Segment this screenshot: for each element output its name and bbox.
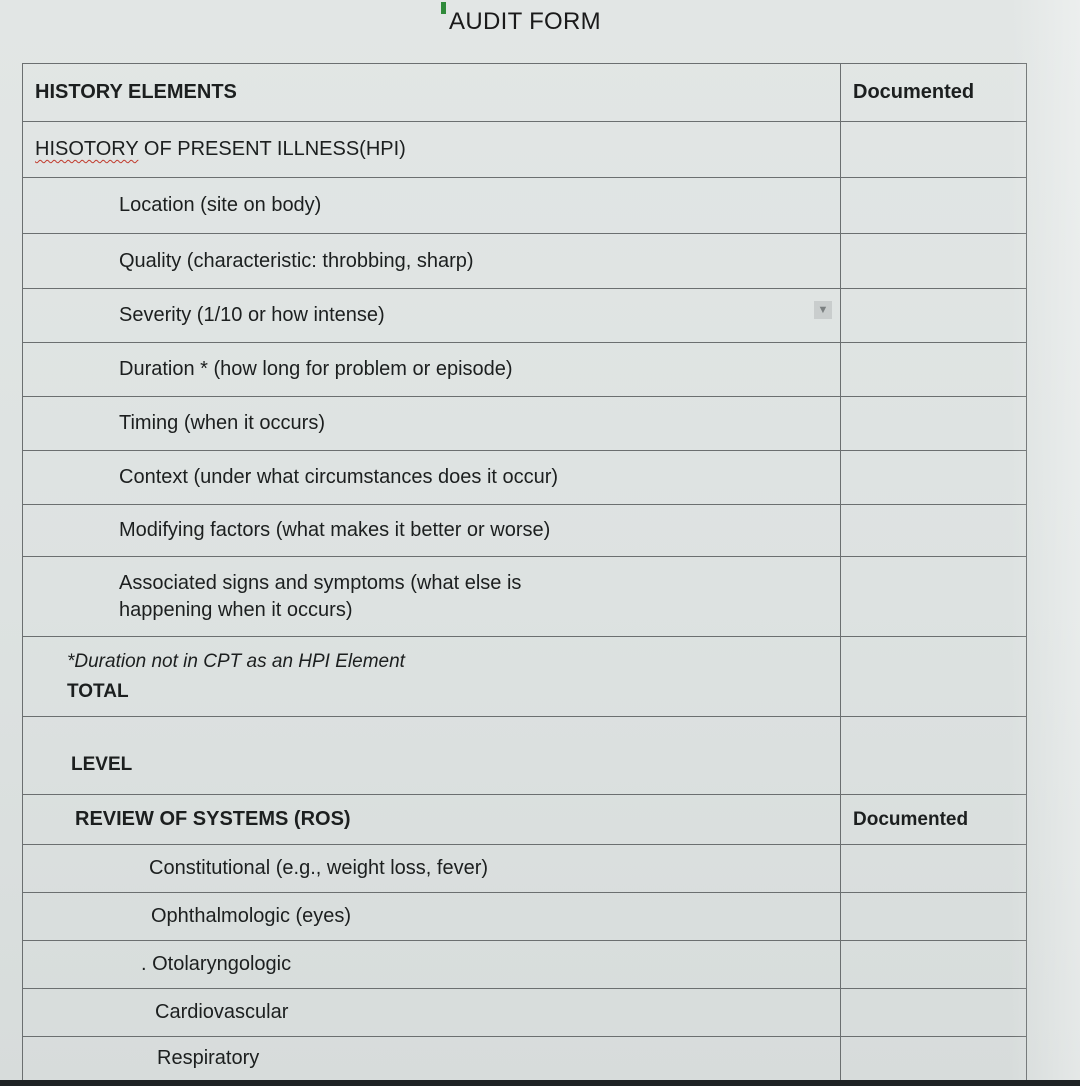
hpi-label xyxy=(23,122,841,178)
table-row xyxy=(23,343,1027,397)
level-row xyxy=(23,717,1027,795)
ros-item-respiratory: Respiratory xyxy=(23,1037,841,1081)
table-row xyxy=(23,1037,1027,1081)
screen-bezel xyxy=(0,1080,1080,1086)
documented-cell[interactable] xyxy=(841,845,1027,893)
table-row xyxy=(23,893,1027,941)
hpi-item-severity xyxy=(23,289,841,343)
page-title: AUDIT FORM xyxy=(449,8,601,35)
audit-table xyxy=(22,63,1027,1081)
ros-header-row xyxy=(23,795,1027,845)
documented-cell[interactable] xyxy=(841,289,1027,343)
table-row xyxy=(23,289,1027,343)
level-cell xyxy=(23,717,841,795)
documented-cell[interactable] xyxy=(841,941,1027,989)
hpi-item-duration: Duration * (how long for problem or episode) xyxy=(23,343,841,397)
table-row xyxy=(23,845,1027,893)
total-row xyxy=(23,637,1027,717)
table-row xyxy=(23,451,1027,505)
hpi-item-quality: Quality (characteristic: throbbing, sharp) xyxy=(23,234,841,289)
documented-cell[interactable] xyxy=(841,505,1027,557)
documented-cell[interactable] xyxy=(841,989,1027,1037)
table-row xyxy=(23,234,1027,289)
level-label: LEVEL xyxy=(71,754,133,775)
hpi-misspelled-word: HISOTORY xyxy=(35,138,139,160)
duration-note: *Duration not in CPT as an HPI Element xyxy=(67,650,405,672)
table-row xyxy=(23,397,1027,451)
ros-header xyxy=(23,795,841,845)
table-row xyxy=(23,989,1027,1037)
hpi-documented-cell[interactable] xyxy=(841,122,1027,178)
history-elements-header: HISTORY ELEMENTS xyxy=(23,64,841,122)
history-header-row xyxy=(23,64,1027,122)
total-label: TOTAL xyxy=(67,680,129,702)
ros-header-label: REVIEW OF SYSTEMS (ROS) xyxy=(75,808,351,830)
ros-documented-header: Documented xyxy=(841,795,1027,845)
level-documented-cell[interactable] xyxy=(841,717,1027,795)
ros-item-constitutional: Constitutional (e.g., weight loss, fever) xyxy=(23,845,841,893)
documented-cell[interactable] xyxy=(841,178,1027,234)
documented-cell[interactable] xyxy=(841,893,1027,941)
total-cell xyxy=(23,637,841,717)
hpi-row xyxy=(23,122,1027,178)
table-row xyxy=(23,505,1027,557)
hpi-item-timing: Timing (when it occurs) xyxy=(23,397,841,451)
table-row xyxy=(23,941,1027,989)
ros-item-ophthalmologic: Ophthalmologic (eyes) xyxy=(23,893,841,941)
hpi-item-context: Context (under what circumstances does it occur) xyxy=(23,451,841,505)
hpi-item-severity-text: Severity (1/10 or how intense) xyxy=(119,304,385,326)
hpi-item-associated: Associated signs and symptoms (what else is happening when it occurs) xyxy=(23,557,841,637)
ros-item-otolaryngologic: . Otolaryngologic xyxy=(23,941,841,989)
documented-cell[interactable] xyxy=(841,557,1027,637)
total-documented-cell[interactable] xyxy=(841,637,1027,717)
ros-item-cardiovascular: Cardiovascular xyxy=(23,989,841,1037)
hpi-label-rest: OF PRESENT ILLNESS(HPI) xyxy=(138,138,406,160)
hpi-item-location: Location (site on body) xyxy=(23,178,841,234)
hpi-item-modifying: Modifying factors (what makes it better or worse) xyxy=(23,505,841,557)
documented-header: Documented xyxy=(841,64,1027,122)
documented-cell[interactable] xyxy=(841,1037,1027,1081)
dropdown-arrow-icon[interactable]: ▼ xyxy=(814,301,832,319)
documented-cell[interactable] xyxy=(841,451,1027,505)
table-row xyxy=(23,178,1027,234)
table-row xyxy=(23,557,1027,637)
documented-cell[interactable] xyxy=(841,397,1027,451)
documented-cell[interactable] xyxy=(841,234,1027,289)
documented-cell[interactable] xyxy=(841,343,1027,397)
